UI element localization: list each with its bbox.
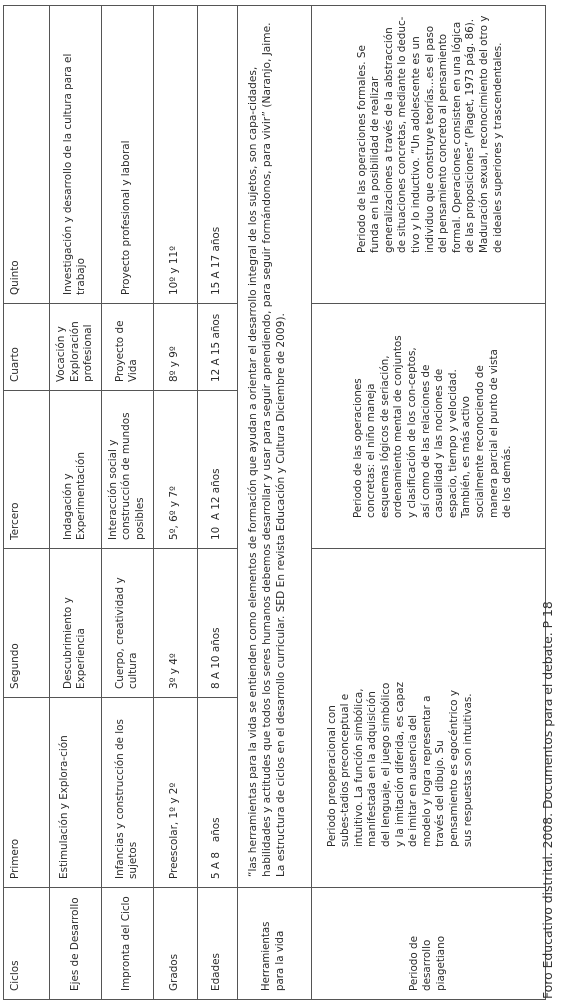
- ejes-quinto: Investigación y desarrollo de la cultura para el trabajo: [50, 6, 102, 304]
- grados-tercero: 5º, 6º y 7º: [153, 391, 197, 549]
- header-col-tercero: Tercero: [4, 391, 50, 549]
- grados-row: [153, 6, 197, 1000]
- piaget-periodo-concreto: [311, 304, 545, 549]
- herramientas-label: Herramientas para la vida: [237, 888, 311, 1000]
- ejes-tercero: Indagación y Experimentación: [50, 391, 102, 549]
- herramientas-row: [237, 6, 311, 1000]
- impronta-quinto: Proyecto profesional y laboral: [101, 6, 153, 304]
- impronta-row: [101, 6, 153, 1000]
- ejes-row: [50, 6, 102, 1000]
- piaget-p3-text: Periodo de las operaciones formales. Se funda en la posibilidad de realizar generalizaciones a través de la abstracción de situaciones concretas, mediante lo deduc-tivo y lo inductivo. “Un adolescente es un individuo que construye teorías…es el paso del pensamiento concreto al pensamiento formal. Operaciones consisten en una lógica de las proposiciones” (Piaget, 1973 pág. 86). Maduración sexual, reconocimiento del otro y de ideales superiores y trascendentales.: [355, 15, 504, 253]
- ejes-label: Ejes de Desarrollo: [50, 888, 102, 1000]
- piaget-p1-text: Periodo preoperacional con subes-tadios preconceptual e intuitivo. La función simbólica, manifestada en la adquisición del lenguaje, el juego simbólico y la imitación diferida, es capaz de imitar en ausencia del modelo y logra representar a través del dibujo. Su pensamiento es egocéntrico y sus respuestas son intuitivas.: [325, 681, 474, 847]
- piaget-row: [311, 6, 545, 1000]
- grados-cuarto: 8º y 9º: [153, 304, 197, 391]
- herramientas-text: “las herramientas para la vida se entienden como elementos de formación que ayudan a orientar el desarrollo integral de los sujetos, son capa-cidades, habilidades y actitudes que todos los seres humanos debemos desarrollar y usar para seguir aprendiendo, para seguir formándonos, para vivir” (Naranjo, Jaime. La estructura de ciclos en el desarrollo curricular. SED En revista Educación y Cultura Diciembre de 2009).: [237, 6, 311, 888]
- impronta-primero: Infancias y construcción de los sujetos: [101, 698, 153, 888]
- ejes-segundo: Descubrimiento y Experiencia: [50, 549, 102, 698]
- edades-row: [197, 6, 237, 1000]
- edades-quinto: 15 A 17 años: [197, 6, 237, 304]
- header-col-segundo: Segundo: [4, 549, 50, 698]
- piaget-p2-text: Periodo de las operaciones concretas: el niño maneja esquemas lógicos de seriación, ordenamiento mental de conjuntos y clasificación de los con-ceptos, así como de las relaciones de casualidad y las nociones de espacio, tiempo y velocidad. También, es más activo socialmente reconociendo de manera parcial el punto de vista de los demás.: [351, 335, 514, 518]
- header-col-cuarto: Cuarto: [4, 304, 50, 391]
- grados-label: Grados: [153, 888, 197, 1000]
- header-label: Ciclos: [4, 888, 50, 1000]
- grados-segundo: 3º y 4º: [153, 549, 197, 698]
- grados-primero: Preescolar, 1º y 2º: [153, 698, 197, 888]
- impronta-label: Impronta del Ciclo: [101, 888, 153, 1000]
- edades-primero: 5 A 8 años: [197, 698, 237, 888]
- ejes-cuarto: Vocación y Exploración profesional: [50, 304, 102, 391]
- piaget-label: Periodo de desarrollo piagetiano: [311, 888, 545, 1000]
- edades-segundo: 8 A 10 años: [197, 549, 237, 698]
- source-caption: Foro Educativo distrital. 2008. Documentos para el debate. P 18: [540, 601, 555, 999]
- header-col-primero: Primero: [4, 698, 50, 888]
- edades-tercero: 10 A 12 años: [197, 391, 237, 549]
- ejes-primero: Estimulación y Explora-ción: [50, 698, 102, 888]
- piaget-periodo-formal: [311, 6, 545, 304]
- header-row: [4, 6, 50, 1000]
- ciclos-table: [3, 5, 546, 1000]
- impronta-segundo: Cuerpo, creatividad y cultura: [101, 549, 153, 698]
- edades-label: Edades: [197, 888, 237, 1000]
- header-col-quinto: Quinto: [4, 6, 50, 304]
- edades-cuarto: 12 A 15 años: [197, 304, 237, 391]
- piaget-periodo-preoperacional: [311, 549, 545, 888]
- grados-quinto: 10º y 11º: [153, 6, 197, 304]
- impronta-cuarto: Proyecto de Vida: [101, 304, 153, 391]
- impronta-tercero: Interacción social y construcción de mundos posibles: [101, 391, 153, 549]
